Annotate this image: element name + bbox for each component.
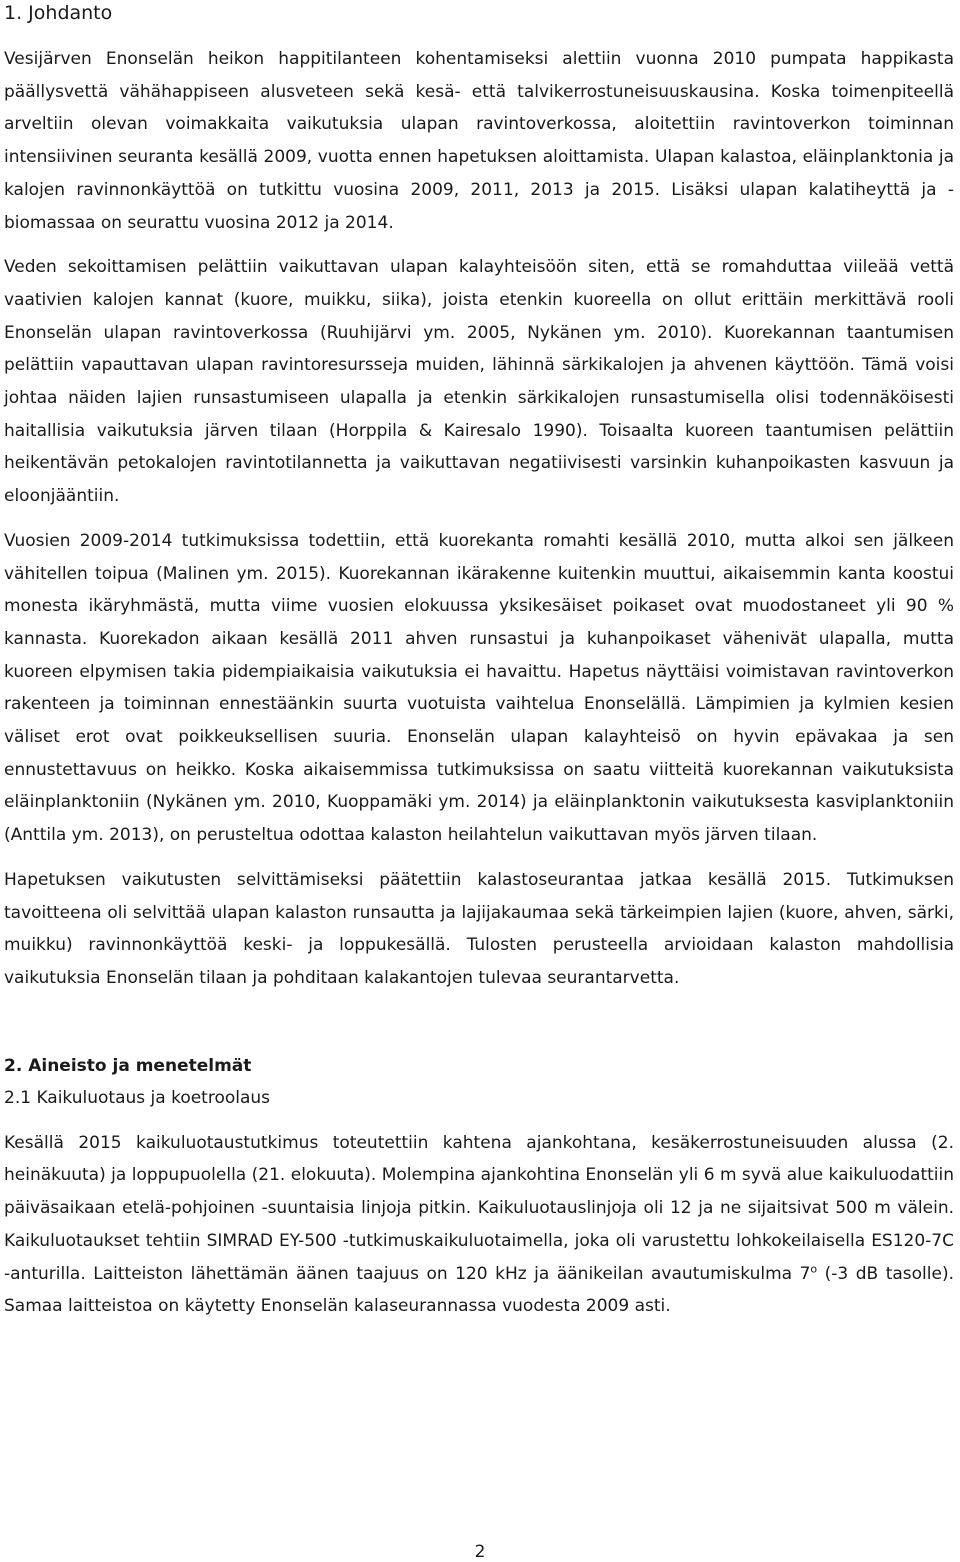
section-heading-aineisto: 2. Aineisto ja menetelmät	[4, 1055, 252, 1076]
degree-symbol: o	[810, 1261, 818, 1275]
section-heading-johdanto: 1. Johdanto	[4, 2, 113, 24]
document-page	[4, 0, 954, 1323]
intro-paragraph-2: Veden sekoittamisen pelättiin vaikuttavan ulapan kalayhteisöön siten, että se romahduttaa viileää vettä vaativien kalojen kannat (kuore, muikku, siika), joista etenkin kuoreella on ollut erittäin merkittävä rooli Enonselän ulapan ravintoverkossa (Ruuhijärvi ym. 2005, Nykänen ym. 2010). Kuorekannan taantumisen pelättiin vapauttavan ulapan ravintoresursseja muiden, lähinnä särkikalojen ja ahvenen käyttöön. Tämä voisi johtaa näiden lajien runsastumiseen ulapalla ja etenkin särkikalojen runsastumisella olisi todennäköisesti haitallisia vaikutuksia järven tilaan (Horppila & Kairesalo 1990). Toisaalta kuoreen taantumisen pelättiin heikentävän petokalojen ravintotilannetta ja vaikuttavan negatiivisesti varsinkin kuhanpoikasten kasvuun ja eloonjääntiin.	[4, 257, 954, 507]
methods-text-part-2: (-3 dB tasolle). Samaa laitteistoa on käytetty Enonselän kalaseurannassa vuodesta 2009 asti.	[4, 1263, 954, 1317]
intro-paragraph-3: Vuosien 2009-2014 tutkimuksissa todettiin, että kuorekanta romahti kesällä 2010, mutta alkoi sen jälkeen vähitellen toipua (Malinen ym. 2015). Kuorekannan ikärakenne kuitenkin muuttui, aikaisemmin kanta koostui monesta ikäryhmästä, mutta viime vuosien elokuussa yksikesäiset poikaset ovat muodostaneet yli 90 % kannasta. Kuorekadon aikaan kesällä 2011 ahven runsastui ja kuhanpoikaset vähenivät ulapalla, mutta kuoreen elpymisen takia pidempiaikaisia vaikutuksia ei havaittu. Hapetus näyttäisi voimistavan ravintoverkon rakenteen ja toiminnan ennestäänkin suurta vuotuista vaihtelua Enonselällä. Lämpimien ja kylmien kesien väliset erot ovat poikkeuksellisen suuria. Enonselän ulapan kalayhteisö on hyvin epävakaa ja sen ennustettavuus on heikko. Koska aikaisemmissa tutkimuksissa on saatu viitteitä kuorekannan vaikutuksista eläinplanktoniin (Nykänen ym. 2010, Kuoppamäki ym. 2014) ja eläinplanktonin vaikutuksesta kasviplanktoniin (Anttila ym. 2013), on perusteltua odottaa kalaston heilahtelun vaikuttavan myös järven tilaan.	[4, 530, 954, 846]
methods-paragraph	[4, 1127, 954, 1323]
methods-text-part-1: Kesällä 2015 kaikuluotaustutkimus toteutettiin kahtena ajankohtana, kesäkerrostuneisuuden alussa (2. heinäkuuta) ja loppupuolella (21. elokuuta). Molempina ajankohtina Enonselän yli 6 m syvä alue kaikuluodattiin päiväsaikaan etelä-pohjoinen -suuntaisia linjoja pitkin. Kaikuluotauslinjoja oli 12 ja ne sijaitsivat 500 m välein. Kaikuluotaukset tehtiin SIMRAD EY-500 -tutkimuskaikuluotaimella, joka oli varustettu lohkokeilaisella ES120-7C -anturilla. Laitteiston lähettämän äänen taajuus on 120 kHz ja äänikeilan avautumiskulma 7	[4, 1132, 954, 1284]
subsection-heading-kaikuluotaus: 2.1 Kaikuluotaus ja koetroolaus	[4, 1087, 271, 1108]
page-number: 2	[474, 1542, 486, 1562]
intro-paragraph-4: Hapetuksen vaikutusten selvittämiseksi päätettiin kalastoseurantaa jatkaa kesällä 2015. Tutkimuksen tavoitteena oli selvittää ulapan kalaston runsautta ja lajijakaumaa sekä tärkeimpien lajien (kuore, ahven, särki, muikku) ravinnonkäyttöä keski- ja loppukesällä. Tulosten perusteella arvioidaan kalaston mahdollisia vaikutuksia Enonselän tilaan ja pohditaan kalakantojen tulevaa seurantarvetta.	[4, 869, 954, 988]
intro-paragraph-1: Vesijärven Enonselän heikon happitilanteen kohentamiseksi alettiin vuonna 2010 pumpata happikasta päällysvettä vähähappiseen alusveteen sekä kesä- että talvikerrostuneisuuskausina. Koska toimenpiteellä arveltiin olevan voimakkaita vaikutuksia ulapan ravintoverkossa, aloitettiin ravintoverkon toiminnan intensiivinen seuranta kesällä 2009, vuotta ennen hapetuksen aloittamista. Ulapan kalastoa, eläinplanktonia ja kalojen ravinnonkäyttöä on tutkittu vuosina 2009, 2011, 2013 ja 2015. Lisäksi ulapan kalatiheyttä ja -biomassaa on seurattu vuosina 2012 ja 2014.	[4, 49, 954, 233]
